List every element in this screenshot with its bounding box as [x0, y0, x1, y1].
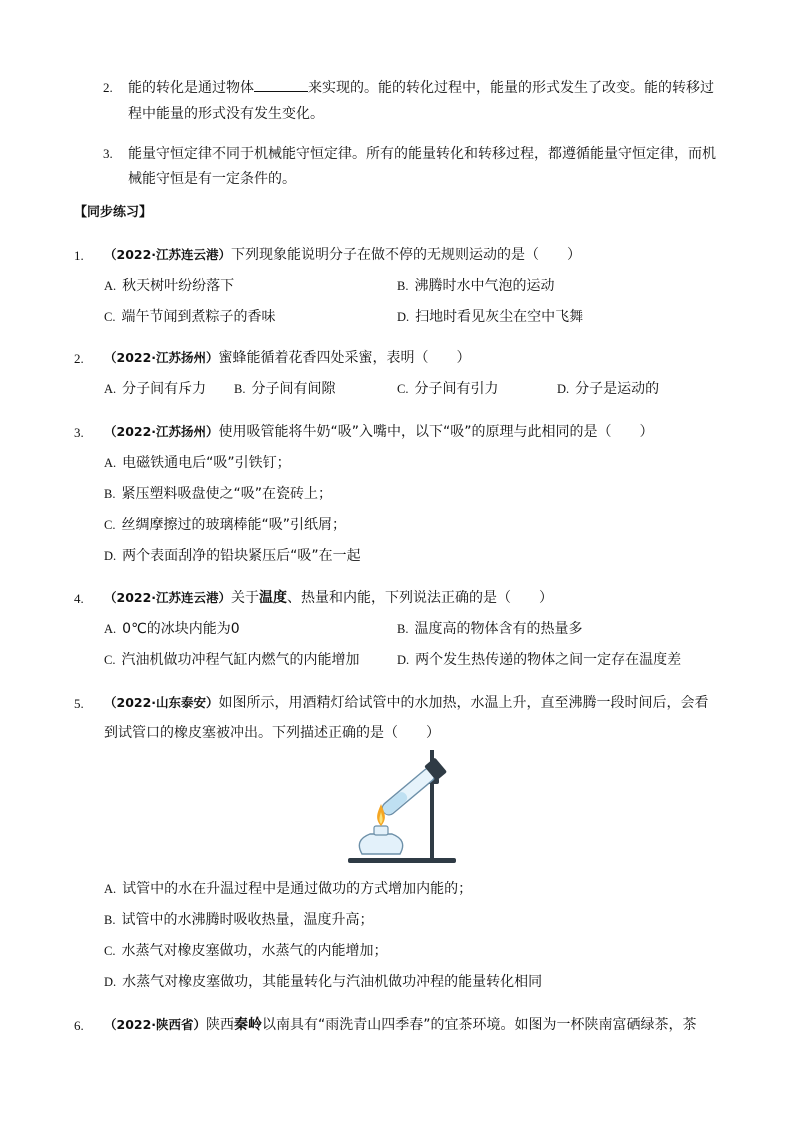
- alcohol-lamp-test-tube-figure: [340, 742, 460, 866]
- option-c: C. 端午节闻到煮粽子的香味: [104, 309, 276, 325]
- point-text-line: 能量守恒定律不同于机械能守恒定律。所有的能量转化和转移过程，都遵循能量守恒定律，而机: [128, 146, 716, 162]
- alcohol-lamp: [359, 834, 402, 854]
- question-text: 、热量和内能，下列说法正确的是（ ）: [287, 590, 554, 606]
- question-number: 1.: [74, 248, 84, 263]
- option-b: B. 沸腾时水中气泡的运动: [397, 278, 555, 294]
- option-a: A. 0℃的冰块内能为0: [104, 621, 240, 637]
- question-text: 下列现象能说明分子在做不停的无规则运动的是（ ）: [231, 247, 582, 263]
- option-d: D. 水蒸气对橡皮塞做功，其能量转化与汽油机做功冲程的能量转化相同: [104, 974, 543, 990]
- option-d: D. 两个发生热传递的物体之间一定存在温度差: [397, 652, 682, 668]
- option-d: D. 分子是运动的: [557, 381, 660, 397]
- option-c: C. 水蒸气对橡皮塞做功，水蒸气的内能增加；: [104, 943, 388, 959]
- question-text: 如图所示，用酒精灯给试管中的水加热，水温上升，直至沸腾一段时间后，会看: [218, 695, 709, 711]
- option-b: B. 分子间有间隙: [234, 381, 336, 397]
- option-a: A. 电磁铁通电后“吸”引铁钉；: [104, 455, 291, 471]
- option-a: A. 分子间有斥力: [104, 381, 207, 397]
- question-number: 5.: [74, 696, 84, 711]
- stand-base: [348, 858, 456, 863]
- question-number: 2.: [74, 351, 84, 366]
- point-number: 3.: [103, 146, 113, 161]
- option-c: C. 丝绸摩擦过的玻璃棒能“吸”引纸屑；: [104, 517, 346, 533]
- point-text-line: 程中能量的形式没有发生变化。: [128, 106, 324, 122]
- question-stem: [104, 587, 553, 607]
- question-number: 4.: [74, 591, 84, 606]
- question-source: （2022·山东泰安）: [104, 695, 219, 710]
- question-text: 陕西: [206, 1017, 235, 1033]
- question-source: （2022·江苏连云港）: [104, 590, 232, 605]
- question-text: 关于: [231, 590, 260, 606]
- point-text: 能的转化是通过物体: [128, 80, 254, 96]
- option-a: A. 试管中的水在升温过程中是通过做功的方式增加内能的；: [104, 881, 473, 897]
- test-tube: [378, 757, 447, 819]
- question-stem: [104, 1014, 697, 1034]
- question-text: 使用吸管能将牛奶“吸”入嘴中，以下“吸”的原理与此相同的是（ ）: [218, 424, 654, 440]
- option-b: B. 试管中的水沸腾时吸收热量，温度升高；: [104, 912, 374, 928]
- question-text: 以南具有“雨洗青山四季春”的宜茶环境。如图为一杯陕南富硒绿茶，茶: [262, 1017, 697, 1033]
- question-number: 3.: [74, 425, 84, 440]
- option-c: C. 汽油机做功冲程气缸内燃气的内能增加: [104, 652, 360, 668]
- question-text-bold: 温度: [259, 590, 288, 606]
- question-stem: [104, 244, 581, 264]
- option-b: B. 紧压塑料吸盘使之“吸”在瓷砖上；: [104, 486, 332, 502]
- section-heading: 【同步练习】: [74, 205, 153, 220]
- question-stem: [104, 347, 471, 367]
- question-source: （2022·江苏连云港）: [104, 247, 232, 262]
- question-text: 蜜蜂能循着花香四处采蜜，表明（ ）: [218, 350, 471, 366]
- option-a: A. 秋天树叶纷纷落下: [104, 278, 235, 294]
- question-source: （2022·陕西省）: [104, 1017, 207, 1032]
- fill-blank: [254, 79, 308, 92]
- option-c: C. 分子间有引力: [397, 381, 499, 397]
- question-stem: [104, 421, 654, 441]
- point-number: 2.: [103, 80, 113, 95]
- option-d: D. 两个表面刮净的铅块紧压后“吸”在一起: [104, 548, 361, 564]
- point-text: 来实现的。能的转化过程中，能量的形式发生了改变。能的转移过: [308, 80, 714, 96]
- question-source: （2022·江苏扬州）: [104, 424, 219, 439]
- option-b: B. 温度高的物体含有的热量多: [397, 621, 583, 637]
- point-text-line: [128, 77, 714, 97]
- point-text-line: 械能守恒是有一定条件的。: [128, 171, 296, 187]
- question-number: 6.: [74, 1018, 84, 1033]
- question-stem: [104, 692, 709, 712]
- question-text-bold: 秦岭: [234, 1017, 263, 1033]
- question-source: （2022·江苏扬州）: [104, 350, 219, 365]
- question-text: 到试管口的橡皮塞被冲出。下列描述正确的是（ ）: [104, 725, 440, 741]
- option-d: D. 扫地时看见灰尘在空中飞舞: [397, 309, 584, 325]
